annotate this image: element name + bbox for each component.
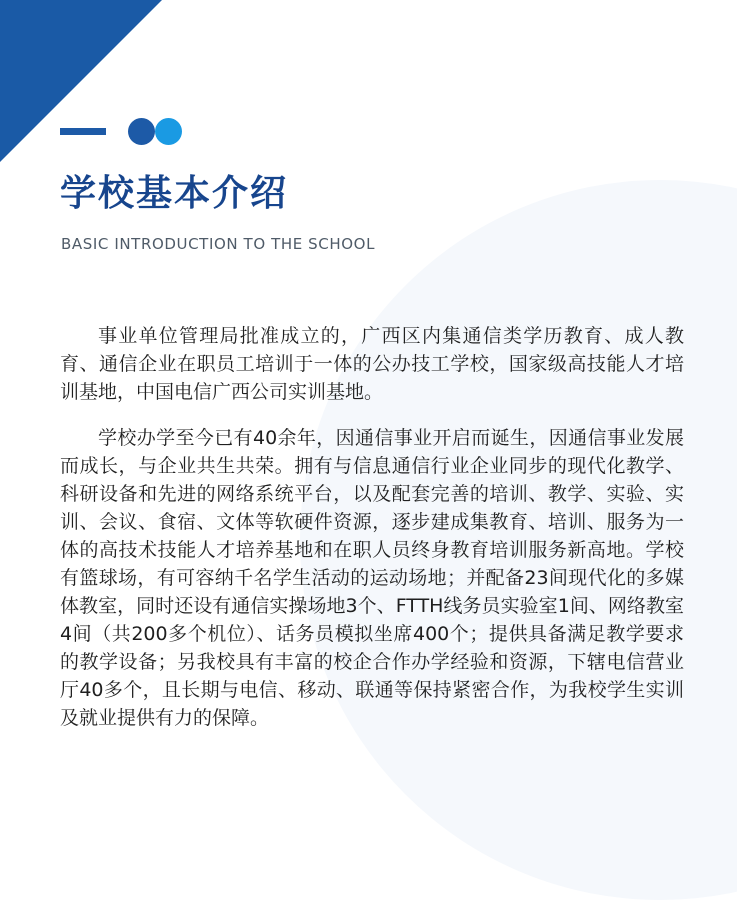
intro-content [60,322,684,750]
intro-paragraph-1: 事业单位管理局批准成立的，广西区内集通信类学历教育、成人教育、通信企业在职员工培训于一体的公办技工学校，国家级高技能人才培训基地，中国电信广西公司实训基地。 [60,325,684,403]
title-accent-bar [60,128,106,135]
intro-paragraph-2: 学校办学至今已有40余年，因通信事业开启而诞生，因通信事业发展而成长，与企业共生共荣。拥有与信息通信行业企业同步的现代化教学、科研设备和先进的网络系统平台，以及配套完善的培训、教学、实验、实训、会议、食宿、文体等软硬件资源，逐步建成集教育、培训、服务为一体的高技术技能人才培养基地和在职人员终身教育培训服务新高地。学校有篮球场，有可容纳千名学生活动的运动场地；并配备23间现代化的多媒体教室，同时还设有通信实操场地3个、FTTH线务员实验室1间、网络教室4间（共200多个机位）、话务员模拟坐席400个；提供具备满足教学要求的教学设备；另我校具有丰富的校企合作办学经验和资源，下辖电信营业厅40多个，且长期与电信、移动、联通等保持紧密合作，为我校学生实训及就业提供有力的保障。 [60,427,684,729]
title-accent-dot-dark [128,118,155,145]
title-accent-dot-light [155,118,182,145]
page-title: 学校基本介绍 [60,173,289,214]
page-subtitle: BASIC INTRODUCTION TO THE SCHOOL [61,235,376,253]
